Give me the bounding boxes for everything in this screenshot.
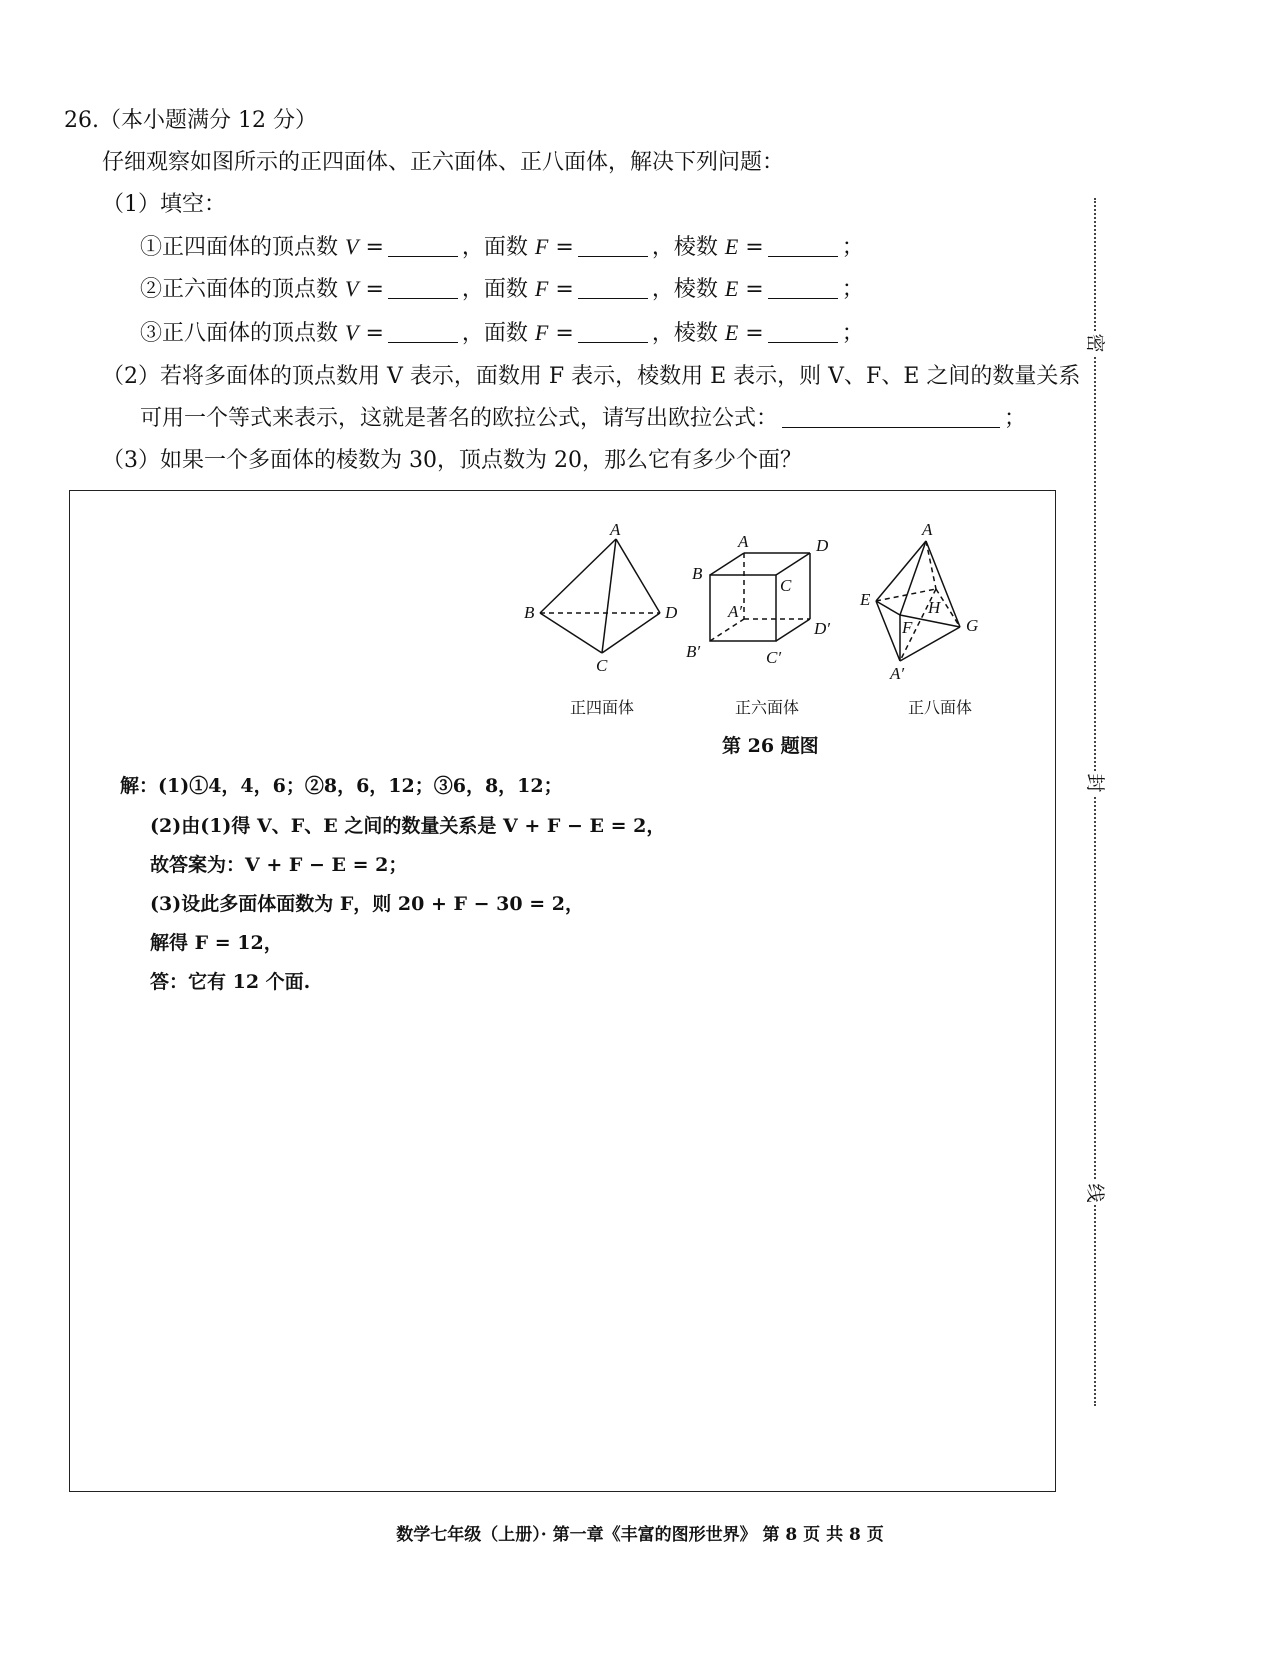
tetra-label-b: B [524, 603, 535, 622]
row-prefix: ②正六面体的顶点数 [140, 277, 339, 302]
blank-faces[interactable] [578, 236, 648, 257]
eq-sign: = [365, 235, 384, 260]
cube-label-d: D [816, 536, 829, 555]
end-mark: ； [1004, 406, 1027, 431]
solution-line-2: (2)由(1)得 V、F、E 之间的数量关系是 V + F − E = 2， [150, 815, 666, 837]
cube-label-b-prime: B′ [686, 642, 701, 661]
var-f: F [534, 320, 549, 345]
octa-label-h: H [928, 598, 941, 617]
answer-box [69, 490, 1056, 1492]
cube-edge-b2a2-hidden [710, 619, 744, 641]
edge-label: ，棱数 [651, 277, 718, 302]
fill-row-tetrahedron [140, 232, 864, 263]
blank-vertices[interactable] [388, 236, 458, 257]
cube-label-a-prime: A′ [728, 602, 743, 621]
octa-label-g: G [966, 616, 979, 635]
solution-line-1: 解：(1)①4，4，6；②8，6，12；③6，8，12； [120, 775, 563, 797]
tetrahedron-drawing [540, 539, 660, 653]
caption-tetrahedron: 正四面体 [570, 698, 635, 717]
part1-title: （1）填空： [102, 192, 226, 217]
seal-dotted-line [1094, 198, 1096, 1406]
cube-label-a: A [738, 532, 749, 551]
eq-sign: = [745, 321, 764, 346]
cube-label-c-prime: C′ [766, 648, 782, 667]
part2-line1: （2）若将多面体的顶点数用 V 表示，面数用 F 表示，棱数用 E 表示，则 V、F、E 之间的数量关系 [102, 364, 1081, 389]
octa-label-e: E [860, 590, 871, 609]
face-label: ，面数 [461, 277, 528, 302]
fill-row-octahedron [140, 318, 864, 349]
cube-drawing [710, 553, 810, 641]
eq-sign: = [555, 235, 574, 260]
var-v: V [345, 320, 359, 345]
tetra-edge-dc [602, 613, 660, 653]
cube-edge-c2d2 [776, 619, 810, 641]
blank-euler-formula[interactable] [782, 407, 1000, 428]
octa-label-a: A [922, 521, 933, 539]
seal-char-xian: 线 [1082, 1181, 1108, 1205]
row-prefix: ③正八面体的顶点数 [140, 321, 339, 346]
octa-edge-af [900, 541, 926, 615]
solution-line-3: 故答案为：V + F − E = 2； [150, 854, 408, 876]
octa-edge-ah-hidden [926, 541, 936, 589]
fill-row-cube [140, 274, 864, 305]
seal-char-feng: 封 [1082, 771, 1108, 795]
part3-text: （3）如果一个多面体的棱数为 30，顶点数为 20，那么它有多少个面？ [102, 448, 802, 473]
tetra-label-a: A [610, 521, 621, 539]
cube-label-b: B [692, 564, 703, 583]
var-f: F [534, 234, 549, 259]
var-f: F [534, 276, 549, 301]
blank-edges[interactable] [768, 322, 838, 343]
face-label: ，面数 [461, 321, 528, 346]
blank-edges[interactable] [768, 278, 838, 299]
cube-label-d-prime: D′ [814, 619, 830, 638]
cube-label-c: C [780, 576, 792, 595]
var-v: V [345, 276, 359, 301]
question-header: 26.（本小题满分 12 分） [64, 108, 317, 133]
blank-faces[interactable] [578, 322, 648, 343]
polyhedra-figure [520, 521, 1040, 681]
tetra-edge-ac [602, 539, 616, 653]
caption-octahedron: 正八面体 [908, 698, 973, 717]
edge-label: ，棱数 [651, 321, 718, 346]
cube-edge-cd [776, 553, 810, 575]
blank-faces[interactable] [578, 278, 648, 299]
eq-sign: = [745, 277, 764, 302]
blank-vertices[interactable] [388, 322, 458, 343]
var-e: E [724, 320, 739, 345]
octahedron-drawing [876, 541, 960, 661]
blank-edges[interactable] [768, 236, 838, 257]
page-footer: 数学七年级（上册）· 第一章《丰富的图形世界》 第 8 页 共 8 页 [396, 1525, 884, 1545]
solution-line-4: (3)设此多面体面数为 F，则 20 + F − 30 = 2， [150, 893, 584, 915]
eq-sign: = [365, 321, 384, 346]
solution-line-5: 解得 F = 12， [150, 932, 283, 954]
eq-sign: = [365, 277, 384, 302]
eq-sign: = [555, 277, 574, 302]
octa-label-f: F [902, 618, 913, 637]
octa-edge-ae [876, 541, 926, 601]
eq-sign: = [745, 235, 764, 260]
var-v: V [345, 234, 359, 259]
face-label: ，面数 [461, 235, 528, 260]
cube-front-face [710, 575, 776, 641]
caption-cube: 正六面体 [735, 698, 800, 717]
part2-text: 可用一个等式来表示，这就是著名的欧拉公式，请写出欧拉公式： [140, 406, 779, 431]
octa-edge-ea2 [876, 601, 900, 661]
var-e: E [724, 276, 739, 301]
solution-line-6: 答：它有 12 个面. [150, 971, 311, 993]
tetra-label-c: C [596, 656, 608, 675]
end-mark: ； [841, 277, 864, 302]
blank-vertices[interactable] [388, 278, 458, 299]
edge-label: ，棱数 [651, 235, 718, 260]
tetra-edge-ab [540, 539, 616, 613]
part2-line2 [140, 404, 1026, 434]
eq-sign: = [555, 321, 574, 346]
tetra-edge-bc [540, 613, 602, 653]
tetra-edge-ad [616, 539, 660, 613]
seal-char-mi: 密 [1082, 331, 1108, 355]
end-mark: ； [841, 321, 864, 346]
tetra-label-d: D [665, 603, 678, 622]
cube-edge-ba [710, 553, 744, 575]
question-intro: 仔细观察如图所示的正四面体、正六面体、正八面体，解决下列问题： [102, 150, 785, 175]
figure-title: 第 26 题图 [722, 735, 819, 757]
octa-label-a-prime: A′ [890, 664, 905, 681]
var-e: E [724, 234, 739, 259]
end-mark: ； [841, 235, 864, 260]
row-prefix: ①正四面体的顶点数 [140, 235, 339, 260]
